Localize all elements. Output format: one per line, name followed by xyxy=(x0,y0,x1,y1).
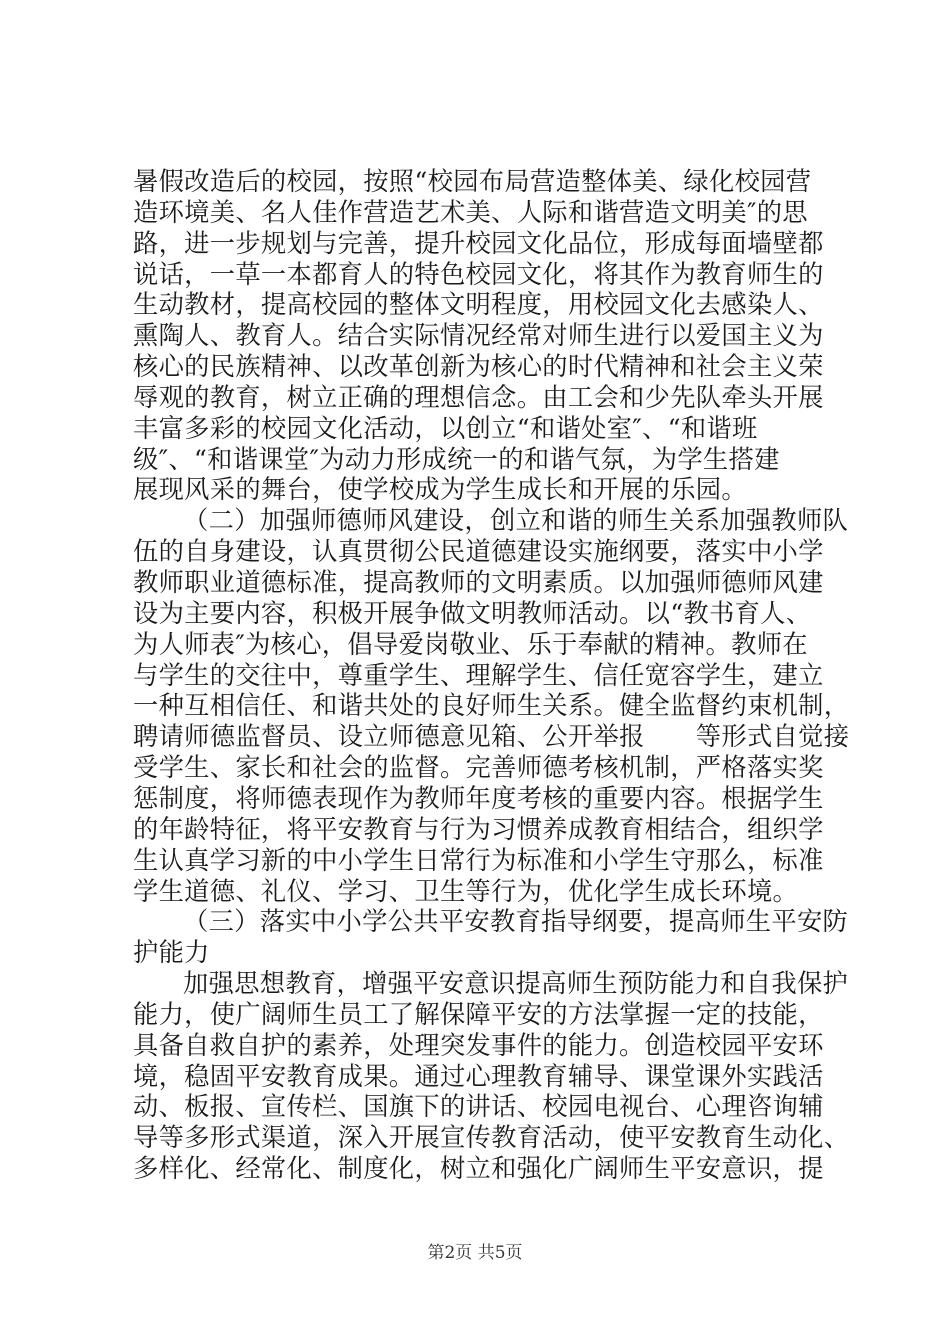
body-text-line: 具备自救自护的素养，处理突发事件的能力。创造校园平安环 xyxy=(133,1030,824,1060)
body-text-line: 路，进一步规划与完善，提升校园文化品位，形成每面墙壁都 xyxy=(133,228,824,258)
body-text-line: 丰富多彩的校园文化活动，以创立“和谐处室″、“和谐班 xyxy=(133,413,758,443)
body-text-line: 说话，一草一本都育人的特色校园文化，将其作为教育师生的 xyxy=(133,259,824,289)
body-text-line: 教师职业道德标准，提高教师的文明素质。以加强师德师风建 xyxy=(133,568,824,598)
body-text-line: 能力，使广阔师生员工了解保障平安的方法掌握一定的技能， xyxy=(133,999,824,1029)
body-text-line: 伍的自身建设，认真贯彻公民道德建设实施纲要，落实中小学 xyxy=(133,537,824,567)
body-text-line: 加强思想教育，增强平安意识提高师生预防能力和自我保护 xyxy=(183,969,849,999)
body-text-line: 导等多形式渠道，深入开展宣传教育活动，使平安教育生动化、 xyxy=(133,1123,850,1153)
body-text-line: 展现风采的舞台，使学校成为学生成长和开展的乐园。 xyxy=(133,475,747,505)
body-text-line: 核心的民族精神、以改革创新为核心的时代精神和社会主义荣 xyxy=(133,352,824,382)
body-text-line: 学生道德、礼仪、学习、卫生等行为，优化学生成长环境。 xyxy=(133,876,799,906)
section-heading-line: （二）加强师德师风建设，创立和谐的师生关系加强教师队 xyxy=(183,506,849,536)
section-heading-line: 护能力 xyxy=(133,938,210,968)
body-text-line: 为人师表″为核心，倡导爱岗敬业、乐于奉献的精神。教师在 xyxy=(133,629,808,659)
body-text-line: 造环境美、名人佳作营造艺术美、人际和谐营造文明美″的思 xyxy=(133,197,808,227)
body-text-line: 生认真学习新的中小学生日常行为标准和小学生守那么，标准 xyxy=(133,845,824,875)
body-text-line: 的年龄特征，将平安教育与行为习惯养成教育相结合，组织学 xyxy=(133,814,824,844)
body-text-line: 聘请师德监督员、设立师德意见箱、公开举报 等形式自觉接 xyxy=(133,722,850,752)
body-text-line: 辱观的教育，树立正确的理想信念。由工会和少先队牵头开展 xyxy=(133,382,824,412)
body-text-line: 一种互相信任、和谐共处的良好师生关系。健全监督约束机制， xyxy=(133,691,850,721)
body-text-line: 设为主要内容，积极开展争做文明教师活动。以“教书育人、 xyxy=(133,598,812,628)
section-heading-line: （三）落实中小学公共平安教育指导纲要，提高师生平安防 xyxy=(183,907,849,937)
body-text-line: 境，稳固平安教育成果。通过心理教育辅导、课堂课外实践活 xyxy=(133,1061,824,1091)
body-text-line: 级″、“和谐课堂″为动力形成统一的和谐气氛，为学生搭建 xyxy=(133,444,780,474)
body-text-line: 惩制度，将师德表现作为教师年度考核的重要内容。根据学生 xyxy=(133,783,824,813)
body-text-line: 多样化、经常化、制度化，树立和强化广阔师生平安意识，提 xyxy=(133,1154,824,1184)
body-text-line: 与学生的交往中，尊重学生、理解学生、信任宽容学生，建立 xyxy=(133,660,824,690)
body-text-line: 动、板报、宣传栏、国旗下的讲话、校园电视台、心理咨询辅 xyxy=(133,1092,824,1122)
page-number-footer: 第2页 共5页 xyxy=(427,1243,523,1263)
body-text-line: 受学生、家长和社会的监督。完善师德考核机制，严格落实奖 xyxy=(133,753,824,783)
body-text-line: 熏陶人、教育人。结合实际情况经常对师生进行以爱国主义为 xyxy=(133,321,824,351)
body-text-line: 生动教材，提高校园的整体文明程度，用校园文化去感染人、 xyxy=(133,290,824,320)
body-text-line: 暑假改造后的校园，按照“校园布局营造整体美、绿化校园营 xyxy=(133,167,812,196)
